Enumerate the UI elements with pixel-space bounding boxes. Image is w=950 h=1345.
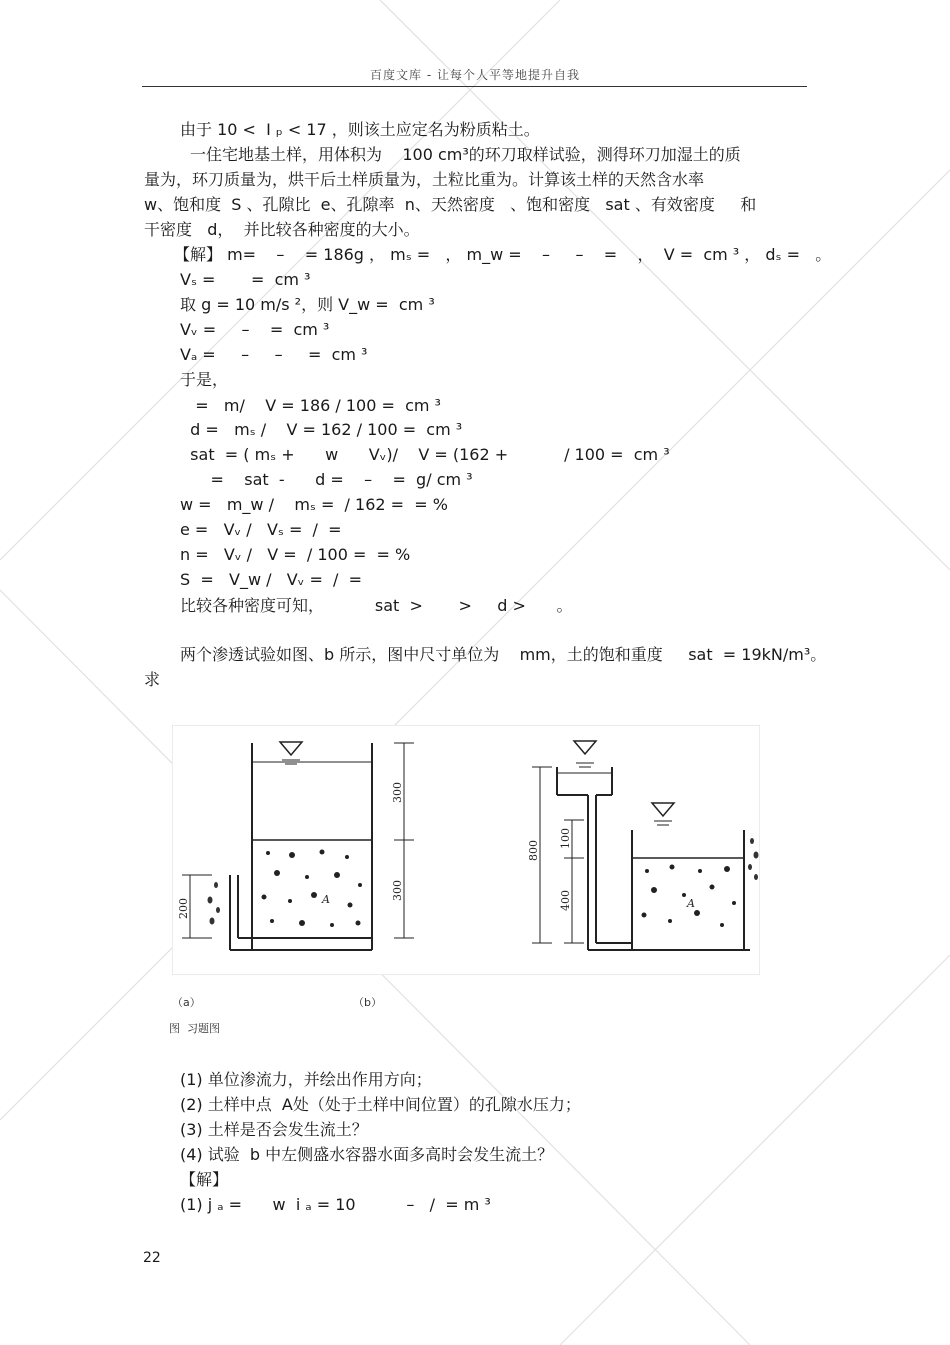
figure-label-a: （a） xyxy=(172,996,201,1009)
text-line: (1) j ₐ = w i ₐ = 10 – / = m ³ xyxy=(180,1195,491,1214)
text-line: Vₐ = – – = cm ³ xyxy=(180,345,368,364)
text-line: 量为，环刀质量为，烘干后土样质量为，土粒比重为。计算该土样的天然含水率 xyxy=(144,170,705,189)
text-line: 【解】 m= – = 186g ， mₛ = ， m_w = – – = ， V = cm ³ ， dₛ = 。 xyxy=(174,245,832,264)
text-line: (1) 单位渗流力，并绘出作用方向； xyxy=(180,1070,432,1089)
point-a-label: A xyxy=(687,897,695,910)
dim-label: 400 xyxy=(559,890,572,911)
dim-label: 300 xyxy=(391,880,404,901)
header-rule xyxy=(142,86,807,87)
text-line: = m/ V = 186 / 100 = cm ³ xyxy=(180,396,441,415)
text-line: n = Vᵥ / V = / 100 = = % xyxy=(180,545,411,564)
text-line: 取 g = 10 m/s ²，则 V_w = cm ³ xyxy=(180,295,435,314)
text-line: (3) 土样是否会发生流土？ xyxy=(180,1120,368,1139)
dim-label: 200 xyxy=(177,898,190,919)
text-line: 由于 10 < I ₚ < 17 ，则该土应定名为粉质粘土。 xyxy=(180,120,540,139)
text-line: S = V_w / Vᵥ = / = xyxy=(180,570,363,589)
dim-label: 300 xyxy=(391,782,404,803)
text-line: w = m_w / mₛ = / 162 = = % xyxy=(180,495,448,514)
text-line: = sat - d = – = g/ cm ³ xyxy=(180,470,473,489)
text-line: 一住宅地基土样，用体积为 100 cm³的环刀取样试验，测得环刀加湿土的质 xyxy=(190,145,741,164)
seepage-test-figure xyxy=(172,725,760,975)
figure-label-b: （b） xyxy=(353,996,382,1009)
figure-caption: 图 习题图 xyxy=(169,1022,220,1035)
point-a-label: A xyxy=(322,893,330,906)
text-line: d = mₛ / V = 162 / 100 = cm ³ xyxy=(180,420,463,439)
text-line: e = Vᵥ / Vₛ = / = xyxy=(180,520,342,539)
text-line: (4) 试验 b 中左侧盛水容器水面多高时会发生流土？ xyxy=(180,1145,554,1164)
text-line: 【解】 xyxy=(180,1170,229,1189)
text-line: sat = ( mₛ + w Vᵥ)/ V = (162 + / 100 = cm ³ xyxy=(180,445,670,464)
text-line: 两个渗透试验如图、b 所示，图中尺寸单位为 mm，土的饱和重度 sat = 19kN/m³。 xyxy=(180,645,827,664)
text-line: (2) 土样中点 A处（处于土样中间位置）的孔隙水压力； xyxy=(180,1095,581,1114)
text-line: 干密度 d， 并比较各种密度的大小。 xyxy=(144,220,420,239)
text-line: w、饱和度 S 、孔隙比 e、孔隙率 n、天然密度 、饱和密度 sat 、有效密度 和 xyxy=(144,195,757,214)
page-header: 百度文库 - 让每个人平等地提升自我 xyxy=(370,68,580,82)
text-line: 比较各种密度可知， sat > > d > 。 xyxy=(180,596,573,615)
text-line: 求 xyxy=(144,670,161,689)
dim-label: 100 xyxy=(559,828,572,849)
text-line: Vᵥ = – = cm ³ xyxy=(180,320,330,339)
text-line: 于是， xyxy=(180,370,229,389)
dim-label: 800 xyxy=(527,840,540,861)
page-number: 22 xyxy=(143,1250,161,1266)
text-line: Vₛ = = cm ³ xyxy=(180,270,311,289)
